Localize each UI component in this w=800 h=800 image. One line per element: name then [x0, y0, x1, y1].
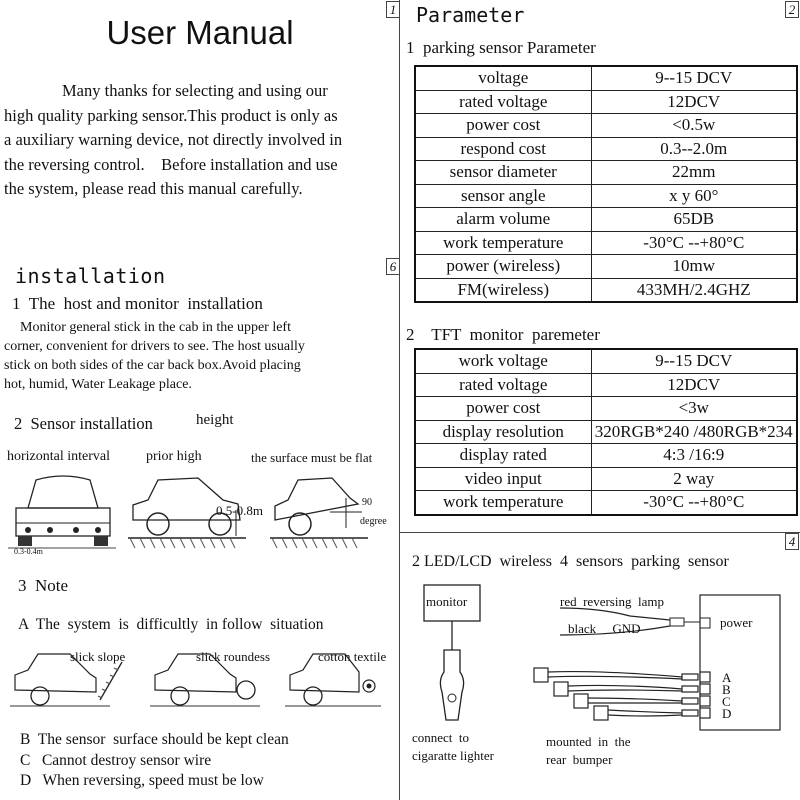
horizontal-divider [400, 532, 800, 533]
section2-title: 2 Sensor installation [14, 414, 153, 433]
mounted-line-1: mounted in the [546, 734, 631, 749]
table-row [415, 137, 797, 161]
intro-line: the system, please read this manual carefully. [4, 179, 303, 198]
table-row [415, 231, 797, 255]
param-value-cell: 12DCV [591, 373, 797, 397]
intro-line: Many thanks for selecting and using our [62, 81, 328, 100]
height-label: height [196, 412, 234, 428]
param-name-cell: work temperature [415, 491, 591, 515]
param-value-cell: 2 way [591, 467, 797, 491]
page-number-6: 6 [386, 258, 400, 275]
intro-line: a auxiliary warning device, not directly involved in [4, 130, 343, 149]
table-row [415, 349, 797, 373]
slick-roundess-diagram [150, 650, 270, 720]
param-name-cell: power (wireless) [415, 255, 591, 279]
horizontal-interval-label: horizontal interval [7, 449, 111, 464]
surface-flat-label: the surface must be flat [251, 450, 373, 465]
interval-value: 0.3-0.4m [14, 547, 43, 556]
table-row [415, 467, 797, 491]
param-name-cell: work temperature [415, 231, 591, 255]
table-row [415, 278, 797, 302]
table-row [415, 66, 797, 90]
param-name-cell: display rated [415, 444, 591, 468]
param-name-cell: alarm volume [415, 208, 591, 232]
parking-sensor-table [414, 65, 798, 303]
section1-line: hot, humid, Water Leakage place. [4, 377, 192, 392]
param-value-cell: -30°C --+80°C [591, 231, 797, 255]
table-row [415, 114, 797, 138]
prior-high-label: prior high [146, 449, 202, 464]
connect-line-1: connect to [412, 730, 470, 745]
table-row [415, 90, 797, 114]
section1-line: Monitor general stick in the cab in the upper left [20, 320, 291, 335]
table-row [415, 420, 797, 444]
section1-line: corner, convenient for drivers to see. The host usually [4, 339, 305, 354]
note-line-a: A The system is difficultly in follow situation [18, 616, 324, 633]
param-value-cell: 4:3 /16:9 [591, 444, 797, 468]
angle-unit: degree [360, 516, 387, 527]
param-name-cell: video input [415, 467, 591, 491]
mounted-line-2: rear bumper [546, 752, 613, 767]
note-line-d: D When reversing, speed must be low [20, 772, 264, 789]
table-row [415, 255, 797, 279]
cotton-textile-diagram [285, 650, 385, 720]
param-value-cell: x y 60° [591, 184, 797, 208]
table2-title: 2 TFT monitor paremeter [406, 325, 600, 344]
parameter-heading: Parameter [416, 3, 525, 27]
table-row [415, 491, 797, 515]
sensor-letter-a: A [722, 670, 732, 685]
param-value-cell: 320RGB*240 /480RGB*234 [591, 420, 797, 444]
section1-text-rest [4, 337, 305, 394]
param-value-cell: <0.5w [591, 114, 797, 138]
installation-heading: installation [15, 264, 166, 288]
reversing-lamp-label: red reversing lamp [560, 594, 664, 609]
param-name-cell: sensor diameter [415, 161, 591, 185]
note-title: 3 Note [18, 576, 69, 595]
table-row [415, 373, 797, 397]
sensor-letter-b: B [722, 682, 731, 697]
note-line-b: B The sensor surface should be kept clean [20, 731, 289, 748]
param-value-cell: 12DCV [591, 90, 797, 114]
rear-car-diagram [8, 468, 118, 558]
note-line-c: C Cannot destroy sensor wire [20, 752, 212, 769]
angle-value: 90 [362, 497, 372, 508]
table-row [415, 208, 797, 232]
cotton-textile-label: cotton textile [318, 649, 387, 664]
page-number-4: 4 [785, 533, 799, 550]
param-name-cell: rated voltage [415, 373, 591, 397]
param-value-cell: 22mm [591, 161, 797, 185]
param-name-cell: FM(wireless) [415, 278, 591, 302]
param-value-cell: 9--15 DCV [591, 66, 797, 90]
black-gnd-label: black GND [568, 621, 641, 636]
param-value-cell: 0.3--2.0m [591, 137, 797, 161]
table-row [415, 397, 797, 421]
table1-title: 1 parking sensor Parameter [406, 38, 596, 57]
param-name-cell: sensor angle [415, 184, 591, 208]
param-value-cell: <3w [591, 397, 797, 421]
slick-slope-label: slick slope [70, 649, 126, 664]
param-name-cell: power cost [415, 114, 591, 138]
param-value-cell: -30°C --+80°C [591, 491, 797, 515]
param-name-cell: power cost [415, 397, 591, 421]
param-value-cell: 9--15 DCV [591, 349, 797, 373]
page-number-2: 2 [785, 1, 799, 18]
surface-car-diagram [270, 468, 370, 553]
power-label: power [720, 615, 753, 630]
param-value-cell: 65DB [591, 208, 797, 232]
intro-line: high quality parking sensor.This product is only as [4, 106, 338, 125]
sensor-letter-d: D [722, 706, 732, 721]
monitor-label: monitor [426, 594, 468, 609]
param-name-cell: work voltage [415, 349, 591, 373]
param-value-cell: 433MH/2.4GHZ [591, 278, 797, 302]
sensor-letter-c: C [722, 694, 731, 709]
table-row [415, 444, 797, 468]
param-name-cell: respond cost [415, 137, 591, 161]
param-name-cell: rated voltage [415, 90, 591, 114]
tft-monitor-table [414, 348, 798, 516]
slick-slope-diagram [10, 650, 130, 720]
wiring-title: 2 LED/LCD wireless 4 sensors parking sensor [412, 553, 729, 570]
section1-line: stick on both sides of the car back box.Avoid placing [4, 358, 301, 373]
section1-text [20, 318, 291, 337]
height-value: 0.5-0.8m [216, 503, 263, 518]
intro-line: the reversing control. Before installation and use [4, 155, 338, 174]
connect-line-2: cigaratte lighter [412, 748, 494, 763]
section1-title: 1 The host and monitor installation [12, 294, 263, 313]
table-row [415, 161, 797, 185]
slick-roundess-label: slick roundess [196, 649, 271, 664]
param-name-cell: display resolution [415, 420, 591, 444]
page-number-1: 1 [386, 1, 400, 18]
param-name-cell: voltage [415, 66, 591, 90]
table-row [415, 184, 797, 208]
param-value-cell: 10mw [591, 255, 797, 279]
page-title: User Manual [106, 14, 294, 51]
